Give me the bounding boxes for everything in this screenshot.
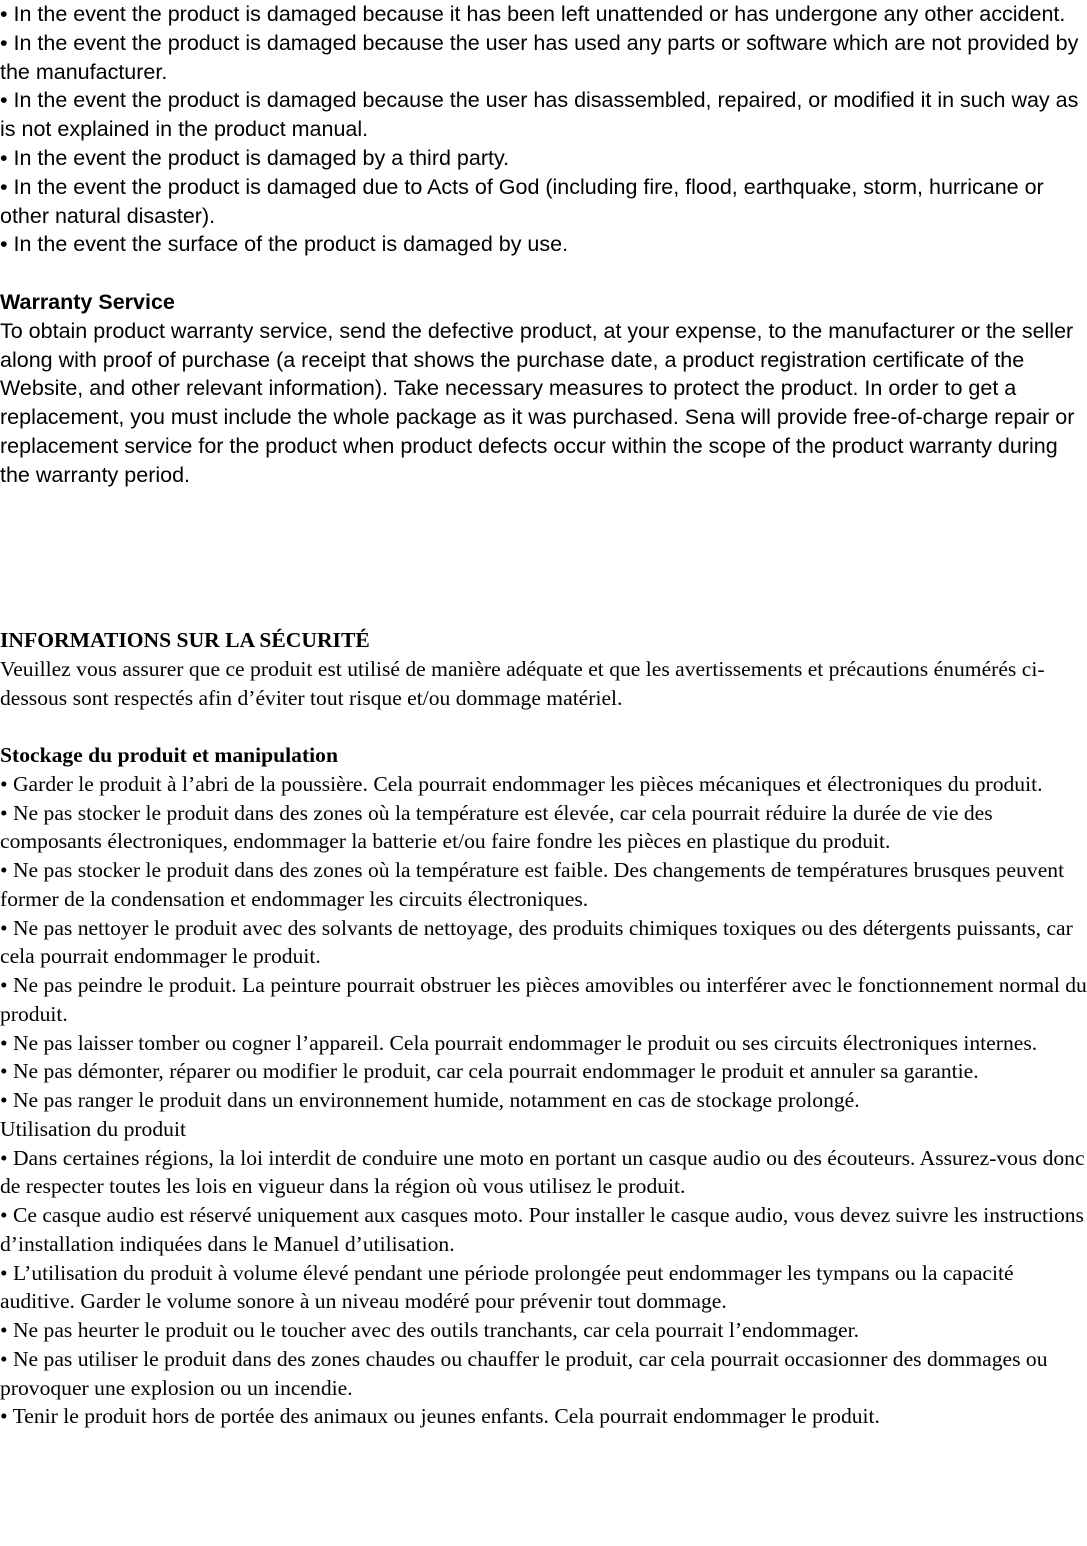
- usage-item: • Dans certaines régions, la loi interdit de conduire une moto en portant un casque audio ou des écouteurs. Assurez-vous donc de respecter toutes les lois en vigueur dans la région où vous utilisez le produit.: [0, 1145, 1085, 1199]
- warranty-exclusion-item: • In the event the product is damaged because the user has used any parts or software which are not provided by the manufacturer.: [0, 30, 1079, 84]
- usage-item: • Ce casque audio est réservé uniquement aux casques moto. Pour installer le casque audio, vous devez suivre les instructions d’installation indiquées dans le Manuel d’utilisation.: [0, 1203, 1084, 1256]
- usage-item: • Ne pas utiliser le produit dans des zones chaudes ou chauffer le produit, car cela pourrait occasionner des dommages ou provoquer une explosion ou un incendie.: [0, 1346, 1048, 1400]
- safety-intro: Veuillez vous assurer que ce produit est utilisé de manière adéquate et que les avertissements et précautions énumérés ci-dessous sont respectés afin d’éviter tout risque et/ou dommage matériel.: [0, 656, 1045, 710]
- warranty-exclusion-item: • In the event the product is damaged due to Acts of God (including fire, flood, earthquake, storm, hurricane or other natural disaster).: [0, 174, 1044, 228]
- storage-item: • Ne pas peindre le produit. La peinture pourrait obstruer les pièces amovibles ou interférer avec le fonctionnement normal du produit.: [0, 973, 1087, 1026]
- warranty-service-heading: Warranty Service: [0, 289, 175, 314]
- storage-item: • Ne pas ranger le produit dans un environnement humide, notamment en cas de stockage prolongé.: [0, 1088, 860, 1112]
- usage-item: • Tenir le produit hors de portée des animaux ou jeunes enfants. Cela pourrait endommager le produit.: [0, 1404, 880, 1429]
- usage-item: • L’utilisation du produit à volume élevé pendant une période prolongée peut endommager les tympans ou la capacité auditive. Garder le volume sonore à un niveau modéré pour prévenir tout dommage.: [0, 1260, 1014, 1314]
- storage-item: • Ne pas stocker le produit dans des zones où la température est élevée, car cela pourrait réduire la durée de vie des composants électroniques, endommager la batterie et/ou faire fondre les pièces en plastique du produit.: [0, 800, 993, 854]
- safety-title: INFORMATIONS SUR LA SÉCURITÉ: [0, 628, 370, 652]
- warranty-exclusion-item: • In the event the product is damaged because it has been left unattended or has undergone any other accident.: [0, 2, 1066, 26]
- storage-item: • Ne pas laisser tomber ou cogner l’appareil. Cela pourrait endommager le produit ou ses circuits électroniques internes.: [0, 1030, 1038, 1055]
- storage-item: • Ne pas stocker le produit dans des zones où la température est faible. Des changements de températures brusques peuvent former de la condensation et endommager les circuits électroniques.: [0, 858, 1065, 911]
- usage-heading: Utilisation du produit: [0, 1116, 186, 1141]
- storage-item: • Garder le produit à l’abri de la poussière. Cela pourrait endommager les pièces mécaniques et électroniques du produit.: [0, 771, 1043, 796]
- warranty-exclusion-item: • In the event the product is damaged by a third party.: [0, 145, 510, 170]
- warranty-section: [0, 0, 1087, 490]
- safety-section: [0, 626, 1087, 1431]
- storage-item: • Ne pas démonter, réparer ou modifier le produit, car cela pourrait endommager le produit et annuler sa garantie.: [0, 1059, 979, 1084]
- storage-item: • Ne pas nettoyer le produit avec des solvants de nettoyage, des produits chimiques toxiques ou des détergents puissants, car cela pourrait endommager le produit.: [0, 915, 1073, 969]
- warranty-service-body: To obtain product warranty service, send the defective product, at your expense, to the manufacturer or the seller along with proof of purchase (a receipt that shows the purchase date, a product registration certificate of the Website, and other relevant information). Take necessary measures to protect the product. In order to get a replacement, you must include the whole package as it was purchased. Sena will provide free-of-charge repair or replacement service for the product when product defects occur within the scope of the product warranty during the warranty period.: [0, 318, 1075, 487]
- storage-heading: Stockage du produit et manipulation: [0, 743, 338, 767]
- usage-item: • Ne pas heurter le produit ou le toucher avec des outils tranchants, car cela pourrait l’endommager.: [0, 1318, 859, 1342]
- warranty-exclusion-item: • In the event the product is damaged because the user has disassembled, repaired, or modified it in such way as is not explained in the product manual.: [0, 88, 1079, 142]
- warranty-exclusion-item: • In the event the surface of the product is damaged by use.: [0, 232, 569, 257]
